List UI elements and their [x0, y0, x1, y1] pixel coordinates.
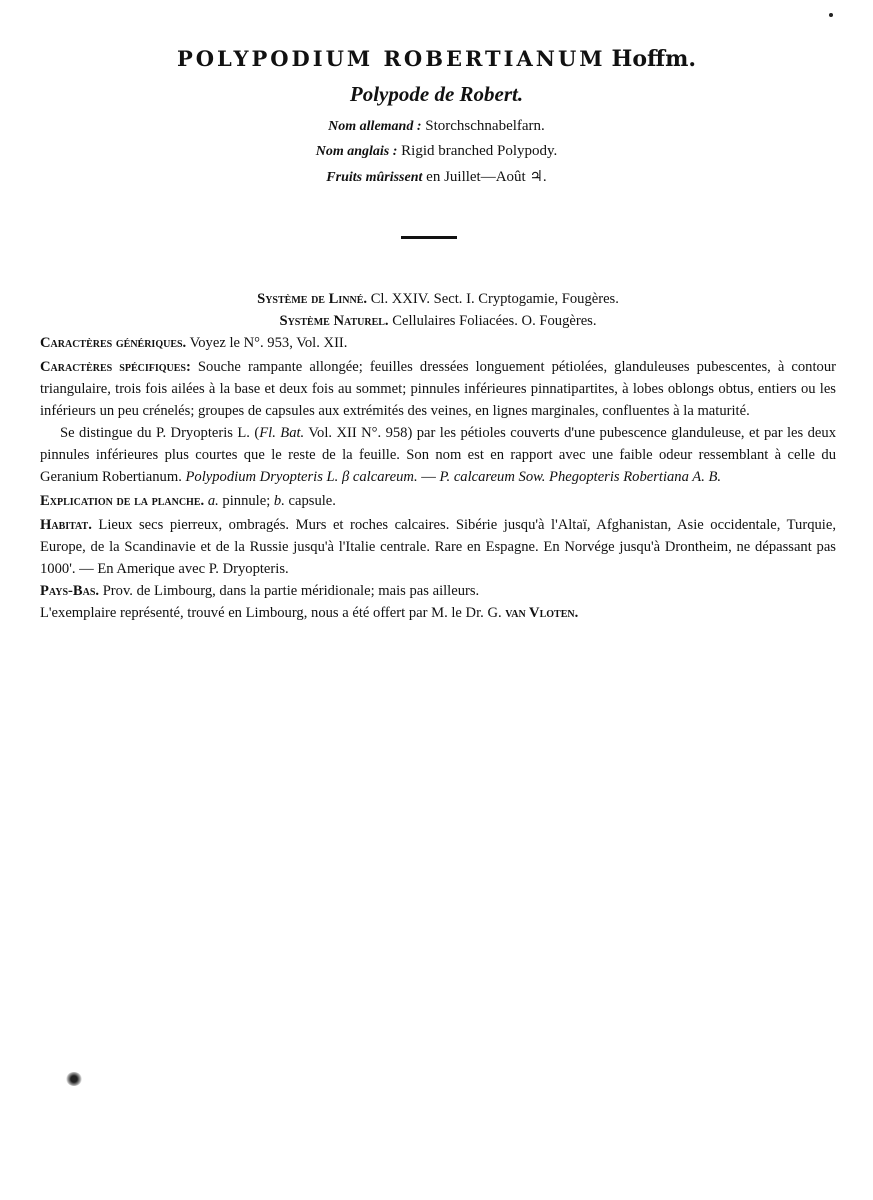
generic-characters-text: Voyez le N°. 953, Vol. XII. [189, 335, 348, 351]
document-body [40, 288, 836, 624]
plate-explanation-paragraph [40, 490, 836, 512]
ink-blot [66, 1072, 82, 1086]
german-name-label: Nom allemand : [328, 119, 422, 134]
author-abbrev: Hoffm. [611, 46, 697, 72]
netherlands-text: Prov. de Limbourg, dans la partie méridionale; mais pas ailleurs. [102, 583, 480, 599]
species-name: POLYPODIUM ROBERTIANUM [176, 46, 606, 71]
synonym-dash: — [417, 469, 440, 485]
generic-characters-paragraph [40, 332, 836, 354]
specific-characters-paragraph [40, 356, 836, 422]
generic-characters-label: Caractères génériques. [40, 335, 187, 351]
section-divider [401, 236, 457, 239]
plate-b-letter: b. [273, 493, 285, 509]
linne-label: Système de Linné. [257, 291, 368, 307]
donor-name: van Vloten. [505, 605, 579, 621]
english-name-value: Rigid branched Polypody. [401, 143, 558, 159]
distinction-text-b: Vol. XII N°. 958) par les pétioles couverts d'une pubescence glanduleuse, et par les deux pinnules inférieures plus courtes que le reste de la feuille. Son nom est en rapport avec une faible odeur ressemblant à celle du Geranium Robertianum. [40, 425, 837, 485]
distinction-text-a: Se distingue du P. Dryopteris L. ( [60, 425, 260, 441]
specimen-paragraph [40, 602, 836, 624]
habitat-text: Lieux secs pierreux, ombragés. Murs et roches calcaires. Sibérie jusqu'à l'Altaï, Afghanistan, Asie occidentale, Turquie, Europe, de la Scandinavie et de la Russie jusqu'à l'Italie centrale. Rare en Espagne. En Norvége jusqu'à Drontheim, ne dépassant pas 1000'. — En Amerique avec P. Dryopteris. [40, 517, 836, 577]
page-title [0, 46, 873, 72]
specimen-text: L'exemplaire représenté, trouvé en Limbourg, nous a été offert par M. le Dr. G. [40, 605, 506, 621]
german-name-line [0, 118, 873, 135]
flora-reference: Fl. Bat. [259, 425, 305, 441]
synonym-1: Polypodium Dryopteris L. β calcareum. [185, 469, 418, 485]
habitat-paragraph [40, 514, 836, 580]
linne-line [40, 288, 836, 310]
german-name-value: Storchschnabelfarn. [425, 118, 545, 134]
fruit-label: Fruits mûrissent [326, 170, 423, 185]
synonym-2: P. calcareum Sow. Phegopteris Robertiana A. B. [439, 469, 722, 485]
naturel-text: Cellulaires Foliacées. O. Fougères. [392, 313, 597, 329]
naturel-line [40, 310, 836, 332]
english-name-line [0, 143, 873, 160]
french-name: Polypode de Robert. [349, 82, 524, 106]
plate-a-letter: a. [207, 493, 219, 509]
netherlands-paragraph [40, 580, 836, 602]
plate-explanation-label: Explication de la planche. [40, 493, 205, 509]
plate-a-text: pinnule; [218, 493, 274, 509]
specific-characters-label: Caractères spécifiques: [40, 359, 191, 375]
habitat-label: Habitat. [40, 517, 92, 533]
netherlands-label: Pays-Bas. [40, 583, 100, 599]
specific-characters-text: Souche rampante allongée; feuilles dressées longuement pétiolées, glanduleuses pubescentes, à contour triangulaire, trois fois ailées à la base et deux fois au sommet; pinnules inférieures pinnatipartites, à lobes oblongs obtus, entiers ou les inférieurs un peu crénelés; groupes de capsules aux extrémités des veines, en lignes marginales, confluentes à la maturité. [40, 359, 836, 419]
naturel-label: Système Naturel. [279, 313, 389, 329]
plate-b-text: capsule. [284, 493, 336, 509]
english-name-label: Nom anglais : [315, 144, 398, 159]
fruit-value: en Juillet—Août ♃. [426, 169, 547, 185]
linne-text: Cl. XXIV. Sect. I. Cryptogamie, Fougères. [370, 291, 619, 307]
fruit-line [0, 167, 873, 186]
distinction-paragraph [40, 422, 836, 488]
print-speck [829, 13, 833, 17]
